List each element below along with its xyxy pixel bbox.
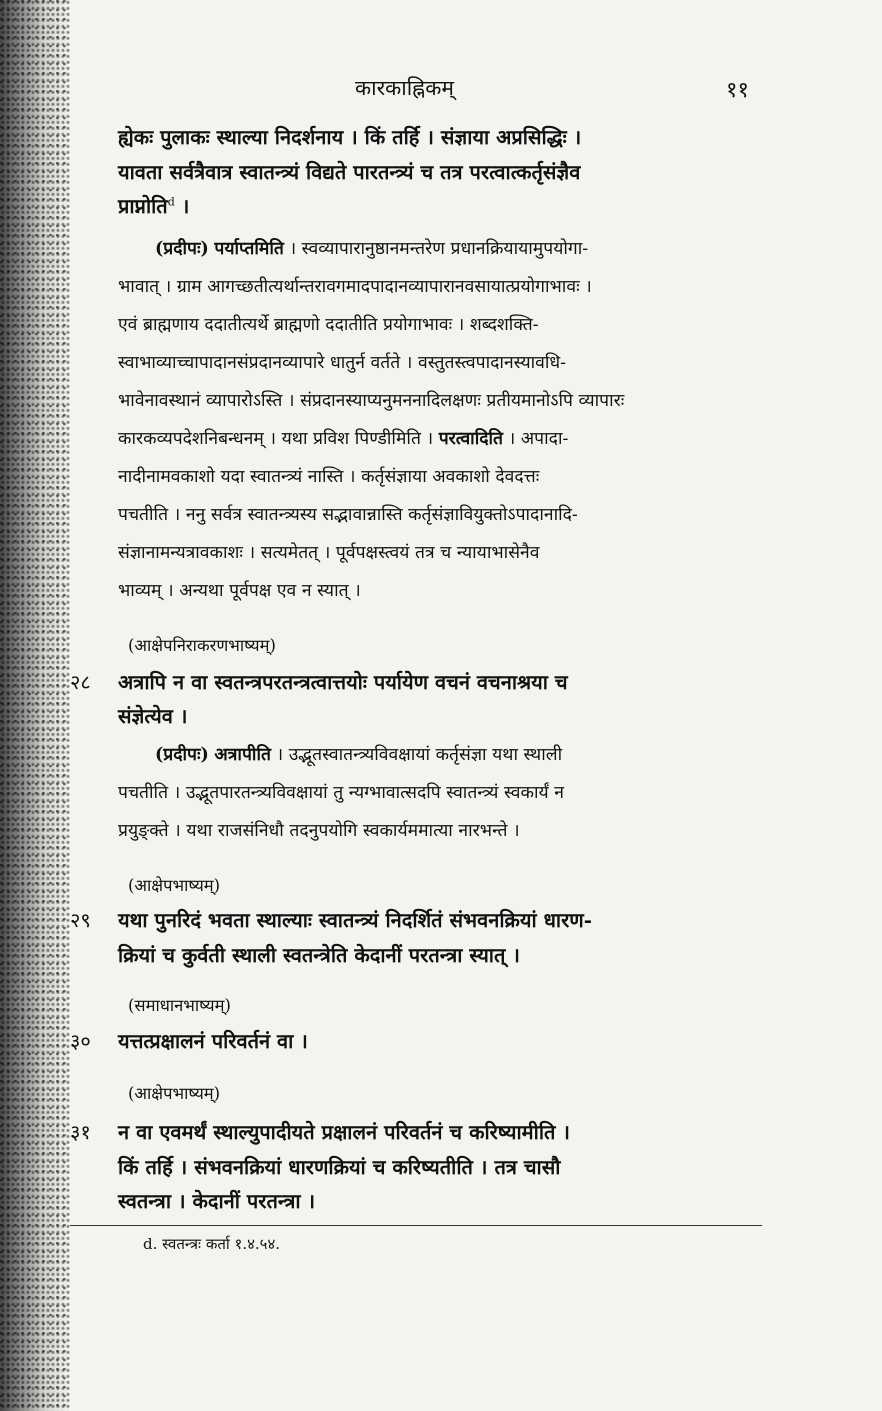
bhashya-line: अत्रापि न वा स्वतन्त्रपरतन्त्रत्वात्तयोः पर्यायेण वचनं वचनाश्रया च [118,670,568,694]
footnote-divider [70,1225,762,1226]
pradipa-line: प्रयुङ्क्ते । यथा राजसंनिधौ तदनुपयोगि स्वकार्यममात्या नारभन्ते । [118,821,520,841]
pradipa-line: भावात् । ग्राम आगच्छतीत्यर्थान्तरावगमादपादानव्यापारानवसायात्प्रयोगाभावः । [118,277,592,297]
footnote-marker: d [167,195,175,209]
page-number: ११ [726,78,749,103]
bhashya-text: प्राप्नोति [118,194,168,218]
bhashya-line: किं तर्हि । संभवनक्रियां धारणक्रियां च करिष्यतीति । तत्र चासौ [118,1155,561,1179]
section-number: ३१ [70,1120,91,1144]
section-heading: (समाधानभाष्यम्) [128,996,231,1015]
running-header-title: कारकाह्निकम् [355,76,454,100]
bhashya-line: स्वतन्त्रा । केदानीं परतन्त्रा । [118,1189,316,1213]
bhashya-line: यथा पुनरिदं भवता स्थाल्याः स्वातन्त्र्यं निदर्शितं संभवनक्रियां धारण- [118,908,593,932]
bhashya-line: संज्ञेत्येव । [118,704,188,728]
pradipa-line: भावेनावस्थानं व्यापारोऽस्ति । संप्रदानस्याप्यनुमननादिलक्षणः प्रतीयमानोऽपि व्यापारः [118,391,625,411]
section-heading: (आक्षेपनिराकरणभाष्यम्) [128,636,276,655]
pradipa-line [155,742,562,766]
pradipa-keyword: परत्वादिति [438,429,504,449]
bhashya-line [118,192,189,219]
pradipa-line [118,426,568,450]
bhashya-line: यत्तत्प्रक्षालनं परिवर्तनं वा । [118,1029,308,1053]
pradipa-line: संज्ञानामन्यत्रावकाशः । सत्यमेतत् । पूर्वपक्षस्त्वयं तत्र च न्यायाभासेनैव [118,543,540,563]
section-number: ३० [70,1029,91,1053]
pradipa-keyword: पर्याप्तमिति [214,239,284,259]
pradipa-label: (प्रदीपः) [155,745,209,765]
danda: । [174,194,190,218]
pradipa-line [155,236,588,260]
pradipa-line: एवं ब्राह्मणाय ददातीत्यर्थे ब्राह्मणो ददातीति प्रयोगाभावः । शब्दशक्ति- [118,315,539,335]
pradipa-line: भाव्यम् । अन्यथा पूर्वपक्ष एव न स्यात् । [118,581,361,601]
pradipa-line: नादीनामवकाशो यदा स्वातन्त्र्यं नास्ति । कर्तृसंज्ञाया अवकाशो देवदत्तः [118,467,540,487]
bhashya-line: यावता सर्वत्रैवात्र स्वातन्त्र्यं विद्यते पारतन्त्र्यं च तत्र परत्वात्कर्तृसंज्ञैव [118,160,581,184]
bhashya-line: क्रियां च कुर्वती स्थाली स्वतन्त्रेति केदानीं परतन्त्रा स्यात् । [118,943,520,967]
section-heading: (आक्षेपभाष्यम्) [128,1084,221,1103]
pradipa-line: स्वाभाव्याच्चापादानसंप्रदानव्यापारे धातुर्न वर्तते । वस्तुतस्त्वपादानस्यावधि- [118,353,567,373]
pradipa-text: कारकव्यपदेशनिबन्धनम् । यथा प्रविश पिण्डीमिति । [118,429,434,449]
pradipa-line: पचतीति । उद्भूतपारतन्त्र्यविवक्षायां तु न्यग्भावात्सदपि स्वातन्त्र्यं स्वकार्यं न [118,783,564,803]
pradipa-label: (प्रदीपः) [155,239,209,259]
section-number: २९ [70,908,91,932]
pradipa-text: । उद्भूतस्वातन्त्र्यविवक्षायां कर्तृसंज्ञा यथा स्थाली [270,745,563,765]
bhashya-line: न वा एवमर्थं स्थाल्युपादीयते प्रक्षालनं परिवर्तनं च करिष्यामीति । [118,1120,570,1144]
pradipa-keyword: अत्रापीति [214,745,271,765]
pradipa-text: । स्वव्यापारानुष्ठानमन्तरेण प्रधानक्रियायामुपयोगा- [283,239,589,259]
section-heading: (आक्षेपभाष्यम्) [128,876,221,895]
pradipa-text: । अपादा- [503,429,569,449]
footnote: d. स्वतन्त्रः कर्ता १.४.५४. [143,1235,281,1253]
bhashya-line: ह्येकः पुलाकः स्थाल्या निदर्शनाय । किं तर्हि । संज्ञाया अप्रसिद्धिः । [118,125,582,149]
pradipa-line: पचतीति । ननु सर्वत्र स्वातन्त्र्यस्य सद्भावान्नास्ति कर्तृसंज्ञावियुक्तोऽपादानादि- [118,505,578,525]
section-number: २८ [70,670,91,694]
